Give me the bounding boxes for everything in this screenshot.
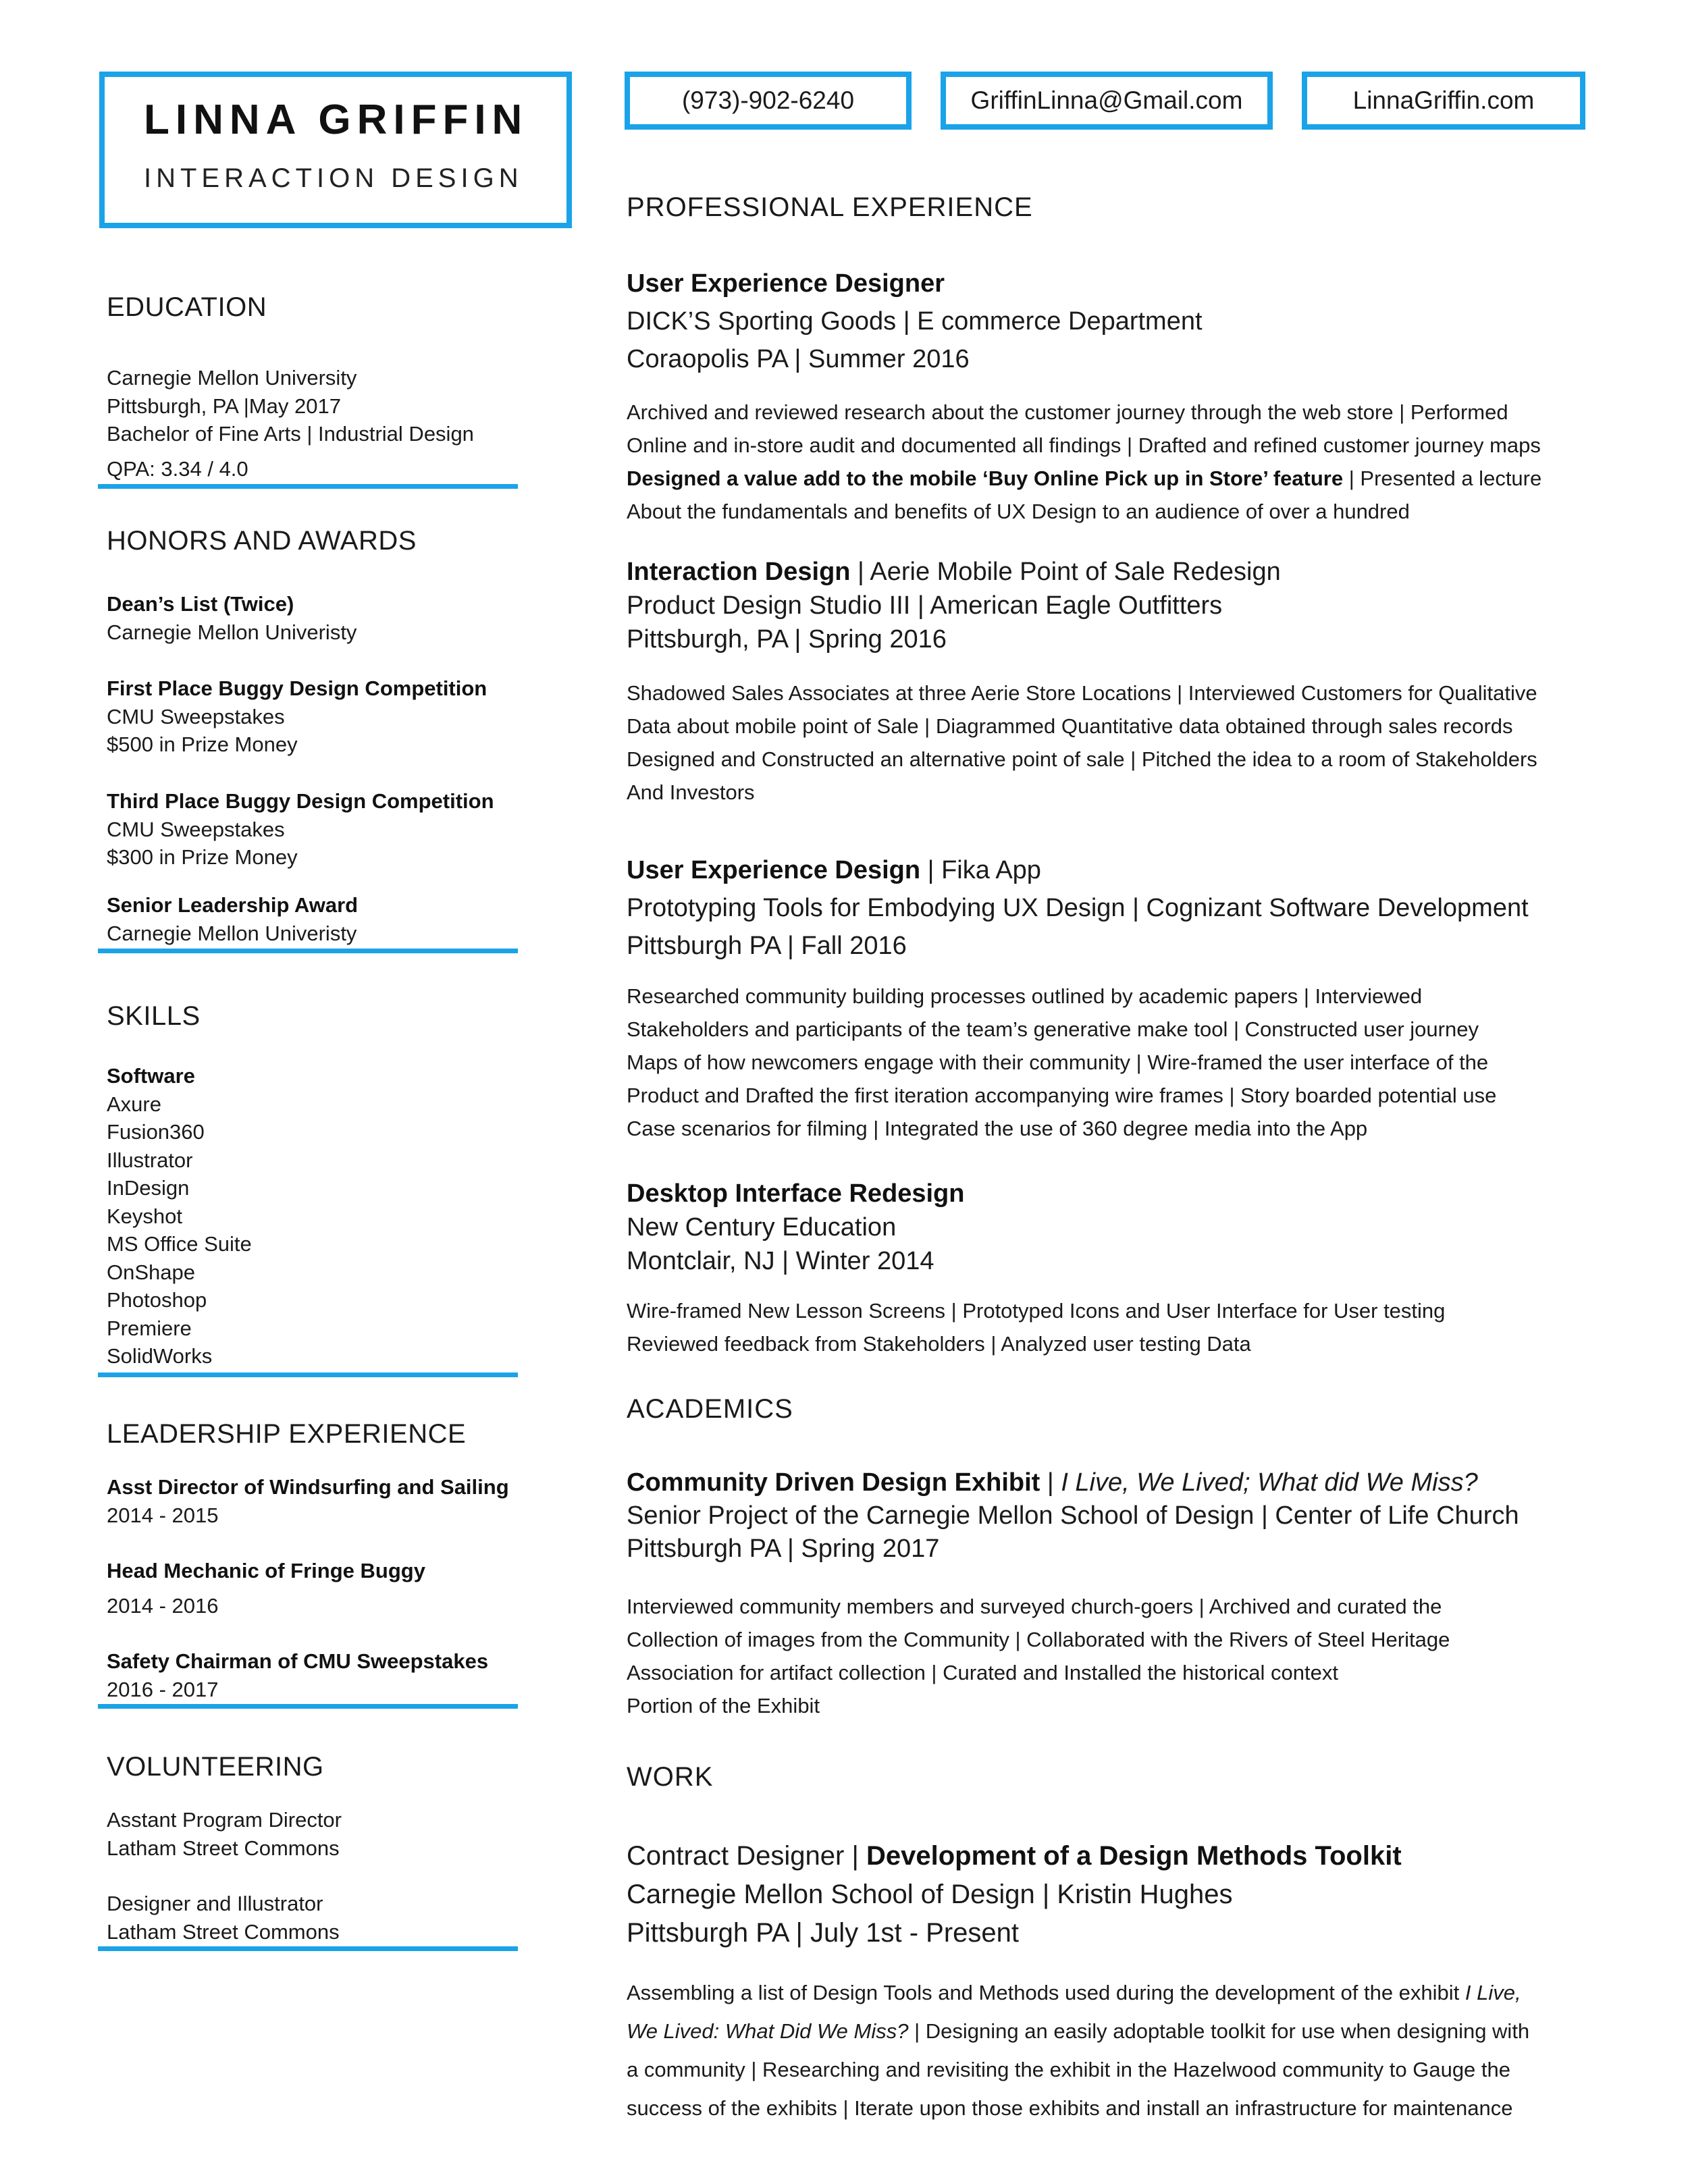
job-desc-line: Stakeholders and participants of the team’s generative make tool | Constructed user journey (627, 1017, 1479, 1041)
job-desc-line: Researched community building processes outlined by academic papers | Interviewed (627, 984, 1423, 1008)
job-line: Coraopolis PA | Summer 2016 (627, 345, 970, 373)
job-description (627, 1294, 1445, 1360)
email-box[interactable] (941, 72, 1273, 130)
job-desc-line: Product and Drafted the first iteration accompanying wire frames | Story boarded potential use (627, 1084, 1497, 1107)
skill-item: Illustrator (107, 1148, 193, 1172)
honor-item (107, 590, 357, 646)
education-school: Carnegie Mellon University (107, 366, 357, 390)
skill-item: Photoshop (107, 1288, 207, 1312)
job-desc-highlight: Designed a value add to the mobile ‘Buy Online Pick up in Store’ feature (627, 467, 1344, 490)
leadership-item (107, 1473, 509, 1529)
job-line: Pittsburgh, PA | Spring 2016 (627, 625, 947, 654)
skills-subheading: Software (107, 1064, 195, 1088)
job-line: Montclair, NJ | Winter 2014 (627, 1247, 934, 1275)
job-line: DICK’S Sporting Goods | E commerce Department (627, 307, 1203, 336)
volunteer-item (107, 1806, 342, 1862)
skills-heading: SKILLS (107, 1001, 201, 1031)
work-description (627, 1973, 1529, 2127)
skills-list (107, 1062, 252, 1370)
honors-heading: HONORS AND AWARDS (107, 526, 417, 556)
leadership-divider (98, 1704, 518, 1709)
honor-detail: $300 in Prize Money (107, 845, 298, 869)
phone-box[interactable] (625, 72, 912, 130)
job-title: User Experience Design (627, 856, 921, 884)
leadership-item (107, 1647, 488, 1703)
education-qpa: QPA: 3.34 / 4.0 (107, 456, 248, 481)
leadership-title: Safety Chairman of CMU Sweepstakes (107, 1649, 489, 1673)
honor-title: Senior Leadership Award (107, 893, 359, 917)
volunteering-heading: VOLUNTEERING (107, 1752, 324, 1782)
leadership-title: Asst Director of Windsurfing and Sailing (107, 1475, 509, 1499)
academics-desc-line: Interviewed community members and surveyed church-goers | Archived and curated the (627, 1595, 1442, 1618)
person-title: INTERACTION DESIGN (144, 163, 523, 193)
volunteer-role: Asstant Program Director (107, 1808, 342, 1832)
education-details (107, 364, 474, 483)
job-desc-line: Online and in-store audit and documented all findings | Drafted and refined customer journey maps (627, 433, 1541, 457)
education-divider (98, 484, 518, 489)
honor-item (107, 787, 494, 872)
job-description (627, 980, 1496, 1145)
job-desc-line: And Investors (627, 780, 755, 804)
honors-divider (98, 949, 518, 953)
skill-item: Keyshot (107, 1204, 183, 1228)
honor-title: First Place Buggy Design Competition (107, 676, 487, 700)
job-desc-line: Data about mobile point of Sale | Diagrammed Quantitative data obtained through sales records (627, 714, 1513, 738)
job-desc-line: About the fundamentals and benefits of UX Design to an audience of over a hundred (627, 500, 1410, 523)
work-desc-italic: We Lived: What Did We Miss? (627, 2019, 909, 2043)
academics-desc-line: Collection of images from the Community | Collaborated with the Rivers of Steel Heritage (627, 1628, 1450, 1651)
leadership-dates: 2014 - 2015 (107, 1503, 219, 1527)
leadership-dates: 2014 - 2016 (107, 1593, 219, 1618)
skills-divider (98, 1373, 518, 1377)
phone-number[interactable]: (973)-902-6240 (681, 86, 855, 114)
leadership-item (107, 1557, 425, 1620)
job-subtitle: | Aerie Mobile Point of Sale Redesign (850, 558, 1281, 586)
leadership-dates: 2016 - 2017 (107, 1677, 219, 1701)
job-header (627, 555, 1281, 656)
skill-item: OnShape (107, 1260, 195, 1284)
job-desc-line: Archived and reviewed research about the customer journey through the web store | Performed (627, 400, 1508, 424)
job-line: Prototyping Tools for Embodying UX Design | Cognizant Software Development (627, 894, 1529, 922)
job-line: Product Design Studio III | American Eagle Outfitters (627, 591, 1223, 620)
person-name: LINNA GRIFFIN (144, 97, 529, 143)
work-desc-italic: I Live, (1465, 1981, 1521, 2004)
title-separator: | (1040, 1468, 1061, 1497)
professional-heading: PROFESSIONAL EXPERIENCE (627, 192, 1033, 222)
job-header (627, 265, 1203, 378)
skill-item: Premiere (107, 1316, 192, 1340)
work-desc-line: | Designing an easily adoptable toolkit for use when designing with (908, 2019, 1530, 2043)
honor-item (107, 891, 358, 947)
job-desc-line: | Presented a lecture (1343, 467, 1542, 490)
job-title: Desktop Interface Redesign (627, 1179, 965, 1208)
job-desc-line: Wire-framed New Lesson Screens | Prototyped Icons and User Interface for User testing (627, 1299, 1446, 1323)
skill-item: Fusion360 (107, 1120, 205, 1144)
volunteering-divider (98, 1946, 518, 1951)
job-description (627, 676, 1537, 809)
name-box (99, 72, 572, 228)
website-link[interactable]: LinnaGriffin.com (1352, 86, 1535, 114)
work-heading: WORK (627, 1762, 714, 1792)
job-description (627, 396, 1541, 528)
skill-item: SolidWorks (107, 1344, 213, 1368)
volunteer-org: Latham Street Commons (107, 1919, 340, 1944)
job-header (627, 1177, 964, 1278)
academics-heading: ACADEMICS (627, 1394, 793, 1424)
job-desc-line: Reviewed feedback from Stakeholders | Analyzed user testing Data (627, 1332, 1251, 1356)
email-address[interactable]: GriffinLinna@Gmail.com (970, 86, 1243, 114)
job-subtitle: | Fika App (920, 856, 1041, 884)
academics-description (627, 1590, 1450, 1722)
honor-detail: CMU Sweepstakes (107, 817, 285, 841)
honor-title: Dean’s List (Twice) (107, 592, 294, 616)
education-heading: EDUCATION (107, 292, 267, 322)
academics-line: Senior Project of the Carnegie Mellon School of Design | Center of Life Church (627, 1501, 1519, 1530)
work-role: Contract Designer | (627, 1841, 866, 1871)
job-desc-line: Case scenarios for filming | Integrated the use of 360 degree media into the App (627, 1117, 1368, 1140)
honor-item (107, 674, 487, 759)
volunteer-org: Latham Street Commons (107, 1836, 340, 1860)
education-degree: Bachelor of Fine Arts | Industrial Design (107, 422, 474, 446)
academics-exhibit-name: I Live, We Lived; What did We Miss? (1061, 1468, 1478, 1497)
leadership-title: Head Mechanic of Fringe Buggy (107, 1559, 425, 1582)
job-header (627, 851, 1529, 965)
skill-item: InDesign (107, 1176, 190, 1200)
job-line: Pittsburgh PA | Fall 2016 (627, 932, 907, 960)
skill-item: MS Office Suite (107, 1232, 252, 1256)
academics-desc-line: Association for artifact collection | Curated and Installed the historical context (627, 1661, 1338, 1684)
honor-detail: $500 in Prize Money (107, 733, 298, 756)
job-line: New Century Education (627, 1213, 897, 1242)
job-desc-line: Shadowed Sales Associates at three Aerie Store Locations | Interviewed Customers for Qualitative (627, 681, 1537, 705)
honor-title: Third Place Buggy Design Competition (107, 789, 494, 813)
honor-detail: Carnegie Mellon Univeristy (107, 921, 357, 945)
job-title: User Experience Designer (627, 269, 945, 298)
work-desc-line: success of the exhibits | Iterate upon those exhibits and install an infrastructure for maintenance (627, 2096, 1513, 2120)
work-desc-line: a community | Researching and revisiting the exhibit in the Hazelwood community to Gauge the (627, 2058, 1511, 2081)
academics-title: Community Driven Design Exhibit (627, 1468, 1040, 1497)
work-desc-line: Assembling a list of Design Tools and Methods used during the development of the exhibit (627, 1981, 1465, 2004)
work-line: Pittsburgh PA | July 1st - Present (627, 1918, 1020, 1948)
education-location-date: Pittsburgh, PA |May 2017 (107, 394, 341, 418)
website-box[interactable] (1302, 72, 1585, 130)
volunteer-item (107, 1890, 340, 1946)
academics-line: Pittsburgh PA | Spring 2017 (627, 1535, 940, 1563)
job-desc-line: Maps of how newcomers engage with their community | Wire-framed the user interface of the (627, 1050, 1489, 1074)
leadership-heading: LEADERSHIP EXPERIENCE (107, 1419, 467, 1449)
skill-item: Axure (107, 1092, 161, 1116)
work-line: Carnegie Mellon School of Design | Kristin Hughes (627, 1880, 1233, 1909)
work-project: Development of a Design Methods Toolkit (866, 1841, 1402, 1871)
academics-header (627, 1466, 1519, 1566)
job-desc-line: Designed and Constructed an alternative point of sale | Pitched the idea to a room of Stakeholders (627, 747, 1537, 771)
job-title: Interaction Design (627, 558, 851, 586)
work-header (627, 1837, 1402, 1952)
academics-desc-line: Portion of the Exhibit (627, 1694, 820, 1717)
honor-detail: Carnegie Mellon Univeristy (107, 620, 357, 644)
volunteer-role: Designer and Illustrator (107, 1892, 323, 1915)
honor-detail: CMU Sweepstakes (107, 704, 285, 728)
